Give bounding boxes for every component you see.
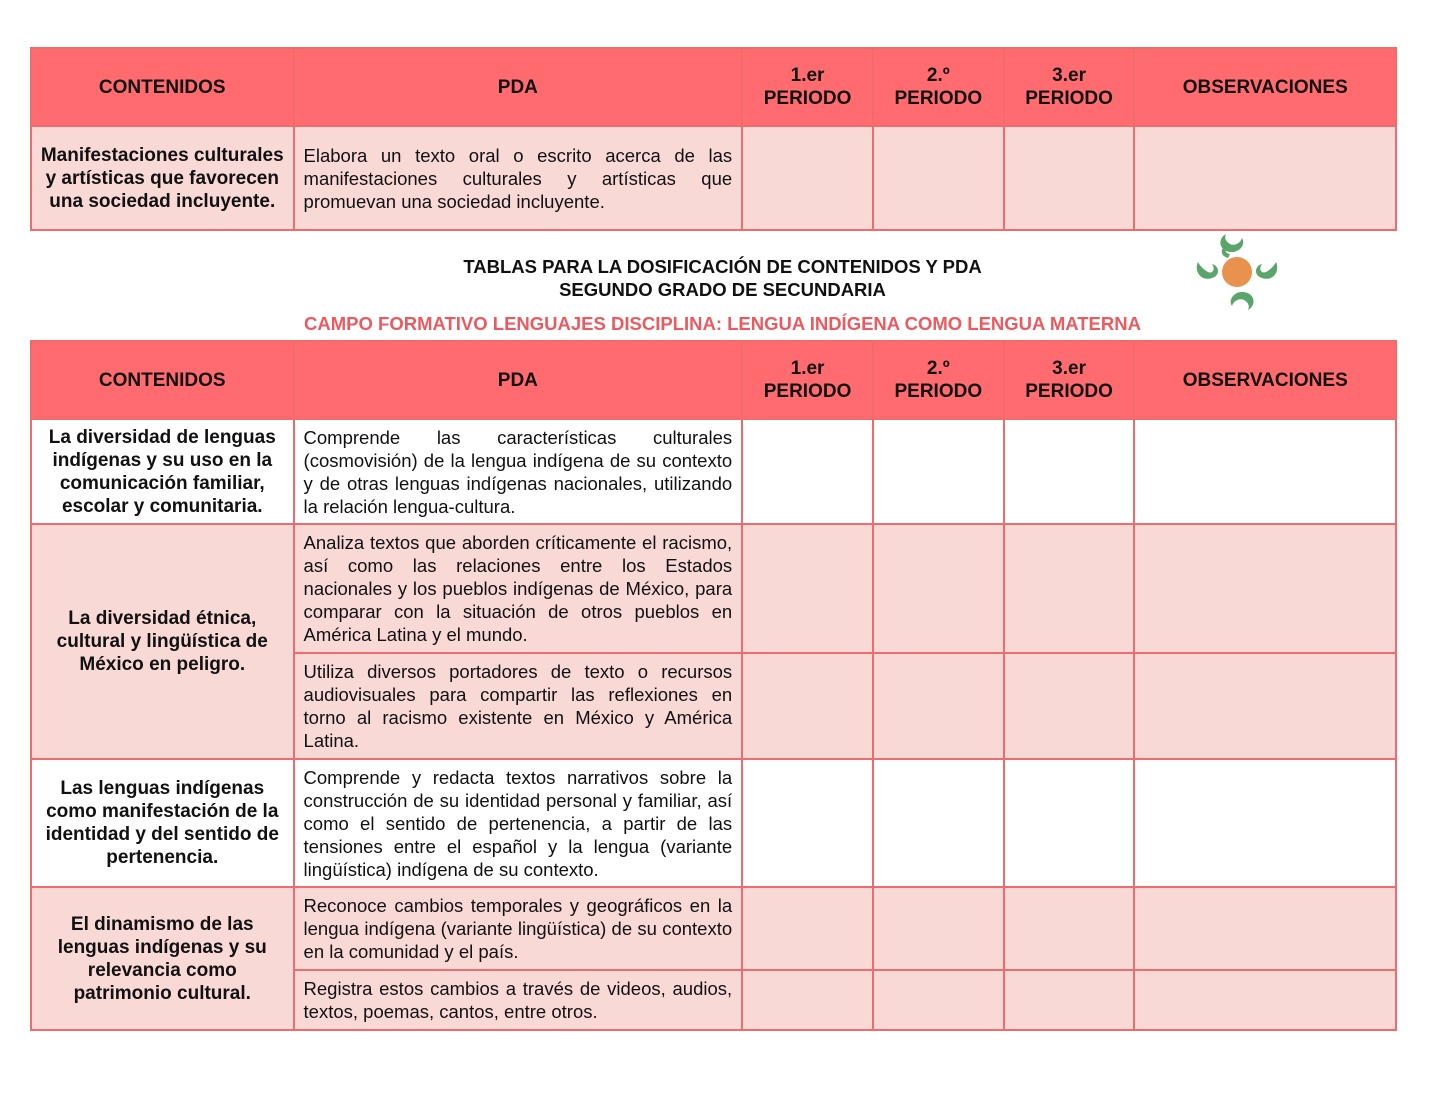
header-periodo-1 [742, 341, 873, 419]
table-row [31, 524, 1396, 653]
section-subtitle: CAMPO FORMATIVO LENGUAJES DISCIPLINA: LENGUA INDÍGENA COMO LENGUA MATERNA [304, 313, 1141, 334]
periodo-1-cell[interactable] [742, 759, 873, 887]
periodo-3-cell[interactable] [1004, 759, 1135, 887]
periodo-3-cell[interactable] [1004, 653, 1135, 759]
periodo-3-cell[interactable] [1004, 887, 1135, 970]
periodo-2-cell[interactable] [873, 524, 1004, 653]
header-periodo-2 [873, 341, 1004, 419]
header-pda: PDA [294, 341, 743, 419]
periodo-1-cell[interactable] [742, 524, 873, 653]
table-contenidos-2 [30, 340, 1397, 1031]
observaciones-cell[interactable] [1134, 524, 1396, 653]
header-periodo-1-num: 1.er [790, 358, 825, 379]
header-periodo-3 [1004, 341, 1135, 419]
periodo-1-cell[interactable] [742, 653, 873, 759]
contenido-cell: La diversidad de lenguas indígenas y su uso en la comunicación familiar, escolar y comunitaria. [31, 419, 294, 524]
pda-cell: Registra estos cambios a través de videos, audios, textos, poemas, cantos, entre otros. [294, 970, 743, 1030]
header-pda: PDA [294, 48, 743, 126]
periodo-2-cell[interactable] [873, 887, 1004, 970]
periodo-1-cell[interactable] [742, 419, 873, 524]
contenido-cell: Las lenguas indígenas como manifestación de la identidad y del sentido de pertenencia. [31, 759, 294, 887]
observaciones-cell[interactable] [1134, 419, 1396, 524]
periodo-2-cell[interactable] [873, 653, 1004, 759]
header-observaciones: OBSERVACIONES [1134, 341, 1396, 419]
header-periodo-2 [873, 48, 1004, 126]
header-periodo-2-label: PERIODO [894, 381, 983, 402]
header-contenidos: CONTENIDOS [31, 341, 294, 419]
observaciones-cell[interactable] [1134, 970, 1396, 1030]
table-row [31, 759, 1396, 887]
header-periodo-2-num: 2.º [926, 65, 950, 86]
pda-cell: Utiliza diversos portadores de texto o recursos audiovisuales para compartir las reflexiones en torno al racismo existente en México y América Latina. [294, 653, 743, 759]
header-periodo-3-label: PERIODO [1025, 381, 1113, 402]
header-periodo-3-label: PERIODO [1025, 88, 1113, 109]
header-periodo-2-label: PERIODO [894, 88, 983, 109]
table-header-row [31, 48, 1396, 126]
table-row [31, 419, 1396, 524]
periodo-1-cell[interactable] [742, 887, 873, 970]
header-periodo-3-num: 3.er [1052, 65, 1086, 86]
header-periodo-1 [742, 48, 873, 126]
pda-cell: Comprende y redacta textos narrativos sobre la construcción de su identidad personal y familiar, así como el sentido de pertenencia, a partir de las tensiones entre el español y la lengua (variante lingüística) indígena de su contexto. [294, 759, 743, 887]
leaf-flower-logo [1190, 228, 1284, 316]
section-title-grade: SEGUNDO GRADO DE SECUNDARIA [559, 279, 886, 300]
periodo-1-cell[interactable] [742, 970, 873, 1030]
periodo-3-cell[interactable] [1004, 524, 1135, 653]
header-observaciones: OBSERVACIONES [1134, 48, 1396, 126]
header-periodo-2-num: 2.º [926, 358, 950, 379]
table-header-row [31, 341, 1396, 419]
header-periodo-3-num: 3.er [1052, 358, 1086, 379]
contenido-cell: El dinamismo de las lenguas indígenas y su relevancia como patrimonio cultural. [31, 887, 294, 1030]
periodo-3-cell[interactable] [1004, 126, 1135, 230]
contenido-cell: Manifestaciones culturales y artísticas que favorecen una sociedad incluyente. [31, 126, 294, 230]
periodo-3-cell[interactable] [1004, 419, 1135, 524]
table-contenidos-1 [30, 47, 1397, 231]
header-contenidos: CONTENIDOS [31, 48, 294, 126]
header-periodo-1-num: 1.er [790, 65, 825, 86]
periodo-2-cell[interactable] [873, 419, 1004, 524]
observaciones-cell[interactable] [1134, 887, 1396, 970]
pda-cell: Elabora un texto oral o escrito acerca de las manifestaciones culturales y artísticas que promuevan una sociedad incluyente. [294, 126, 743, 230]
observaciones-cell[interactable] [1134, 126, 1396, 230]
section-title: TABLAS PARA LA DOSIFICACIÓN DE CONTENIDOS Y PDA [463, 256, 982, 277]
periodo-1-cell[interactable] [742, 126, 873, 230]
header-periodo-3 [1004, 48, 1135, 126]
observaciones-cell[interactable] [1134, 759, 1396, 887]
table-row [31, 126, 1396, 230]
periodo-2-cell[interactable] [873, 970, 1004, 1030]
observaciones-cell[interactable] [1134, 653, 1396, 759]
pda-cell: Reconoce cambios temporales y geográficos en la lengua indígena (variante lingüística) de su contexto en la comunidad y el país. [294, 887, 743, 970]
contenido-cell: La diversidad étnica, cultural y lingüística de México en peligro. [31, 524, 294, 759]
periodo-2-cell[interactable] [873, 126, 1004, 230]
pda-cell: Analiza textos que aborden críticamente el racismo, así como las relaciones entre los Estados nacionales y los pueblos indígenas de México, para comparar con la situación de otros pueblos en América Latina y el mundo. [294, 524, 743, 653]
table-row [31, 887, 1396, 970]
periodo-2-cell[interactable] [873, 759, 1004, 887]
periodo-3-cell[interactable] [1004, 970, 1135, 1030]
header-periodo-1-label: PERIODO [763, 88, 852, 109]
header-periodo-1-label: PERIODO [763, 381, 852, 402]
pda-cell: Comprende las características culturales (cosmovisión) de la lengua indígena de su contexto y de otras lenguas indígenas nacionales, utilizando la relación lengua-cultura. [294, 419, 743, 524]
